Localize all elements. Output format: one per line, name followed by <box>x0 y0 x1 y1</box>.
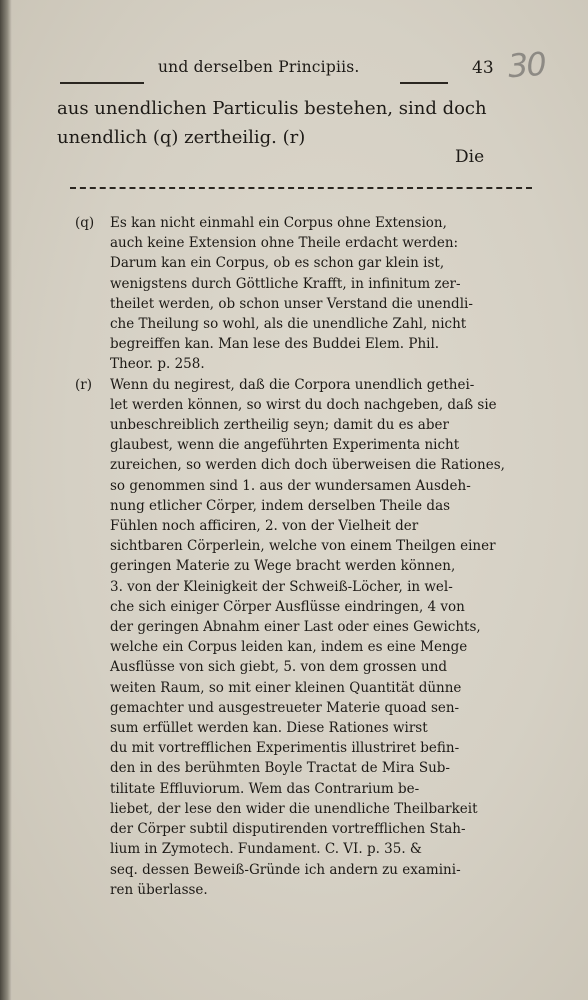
footnote-line: sichtbaren Cörperlein, welche von einem Theilgen einer <box>110 538 496 555</box>
footnote-line: begreiffen kan. Man lese des Buddei Elem. Phil. <box>110 336 440 353</box>
footnote-line: Fühlen noch afficiren, 2. von der Vielheit der <box>110 518 419 535</box>
footnote-q <box>75 213 515 375</box>
footnote-marker: (r) <box>75 376 92 393</box>
footnote-separator <box>70 187 532 189</box>
footnote-line: so genommen sind 1. aus der wundersamen Ausdeh- <box>110 477 471 494</box>
footnote-line: den in des berühmten Boyle Tractat de Mira Sub- <box>110 760 450 777</box>
footnote-line: lium in Zymotech. Fundament. C. VI. p. 35. & <box>110 841 422 858</box>
footnote-line: Wenn du negirest, daß die Corpora unendlich gethei- <box>110 376 475 393</box>
footnote-line: let werden können, so wirst du doch nachgeben, daß sie <box>110 396 497 413</box>
footnote-line: der geringen Abnahm einer Last oder eines Gewichts, <box>110 619 481 636</box>
footnote-line: tilitate Effluviorum. Wem das Contrarium be- <box>110 780 420 797</box>
footnote-line: weiten Raum, so mit einer kleinen Quantität dünne <box>110 679 462 696</box>
footnote-line: der Cörper subtil disputirenden vortrefflichen Stah- <box>110 821 466 838</box>
header-rule-right <box>400 82 448 84</box>
footnote-line: gemachter und ausgestreueter Materie quoad sen- <box>110 699 460 716</box>
footnote-r <box>75 375 515 900</box>
footnote-line: seq. dessen Beweiß-Gründe ich andern zu examini- <box>110 861 461 878</box>
footnote-line: glaubest, wenn die angeführten Experimenta nicht <box>110 437 460 454</box>
footnote-marker: (q) <box>75 215 95 231</box>
footnote-line: che Theilung so wohl, als die unendliche Zahl, nicht <box>110 316 467 333</box>
footnote-line: geringen Materie zu Wege bracht werden können, <box>110 558 456 575</box>
footnote-line: Es kan nicht einmahl ein Corpus ohne Extension, <box>110 215 447 231</box>
body-line: unendlich (q) zertheilig. (r) <box>57 127 306 148</box>
footnote-line: liebet, der lese den wider die unendliche Theilbarkeit <box>110 800 478 817</box>
binding-gutter <box>0 0 12 1000</box>
footnote-line: che sich einiger Cörper Ausflüsse eindringen, 4 von <box>110 598 465 615</box>
footnotes <box>75 213 515 900</box>
running-head: und derselben Principiis. <box>158 58 360 76</box>
footnote-line: theilet werden, ob schon unser Verstand die unendli- <box>110 295 473 312</box>
catchword: Die <box>455 147 485 167</box>
footnote-line: Theor. p. 258. <box>110 356 205 373</box>
page-number: 43 <box>472 58 494 78</box>
header-rule-left <box>60 82 144 84</box>
body-text <box>57 94 517 152</box>
footnote-line: zureichen, so werden dich doch überweisen die Rationes, <box>110 457 505 474</box>
body-line: aus unendlichen Particulis bestehen, sind doch <box>57 98 487 119</box>
footnote-line: nung etlicher Cörper, indem derselben Theile das <box>110 497 451 514</box>
footnote-line: auch keine Extension ohne Theile erdacht werden: <box>110 235 459 252</box>
footnote-line: Ausflüsse von sich giebt, 5. von dem grossen und <box>110 659 448 676</box>
footnote-line: sum erfüllet werden kan. Diese Rationes wirst <box>110 720 428 737</box>
footnote-line: wenigstens durch Göttliche Krafft, in infinitum zer- <box>110 275 461 292</box>
footnote-line: 3. von der Kleinigkeit der Schweiß-Löcher, in wel- <box>110 578 453 595</box>
footnote-line: Darum kan ein Corpus, ob es schon gar klein ist, <box>110 255 445 272</box>
pencil-page-number: 30 <box>506 44 546 86</box>
footnote-line: du mit vortrefflichen Experimentis illustriret befin- <box>110 740 460 757</box>
footnote-line: welche ein Corpus leiden kan, indem es eine Menge <box>110 639 468 656</box>
footnote-line: unbeschreiblich zertheilig seyn; damit du es aber <box>110 417 449 434</box>
footnote-line: ren überlasse. <box>110 881 208 898</box>
